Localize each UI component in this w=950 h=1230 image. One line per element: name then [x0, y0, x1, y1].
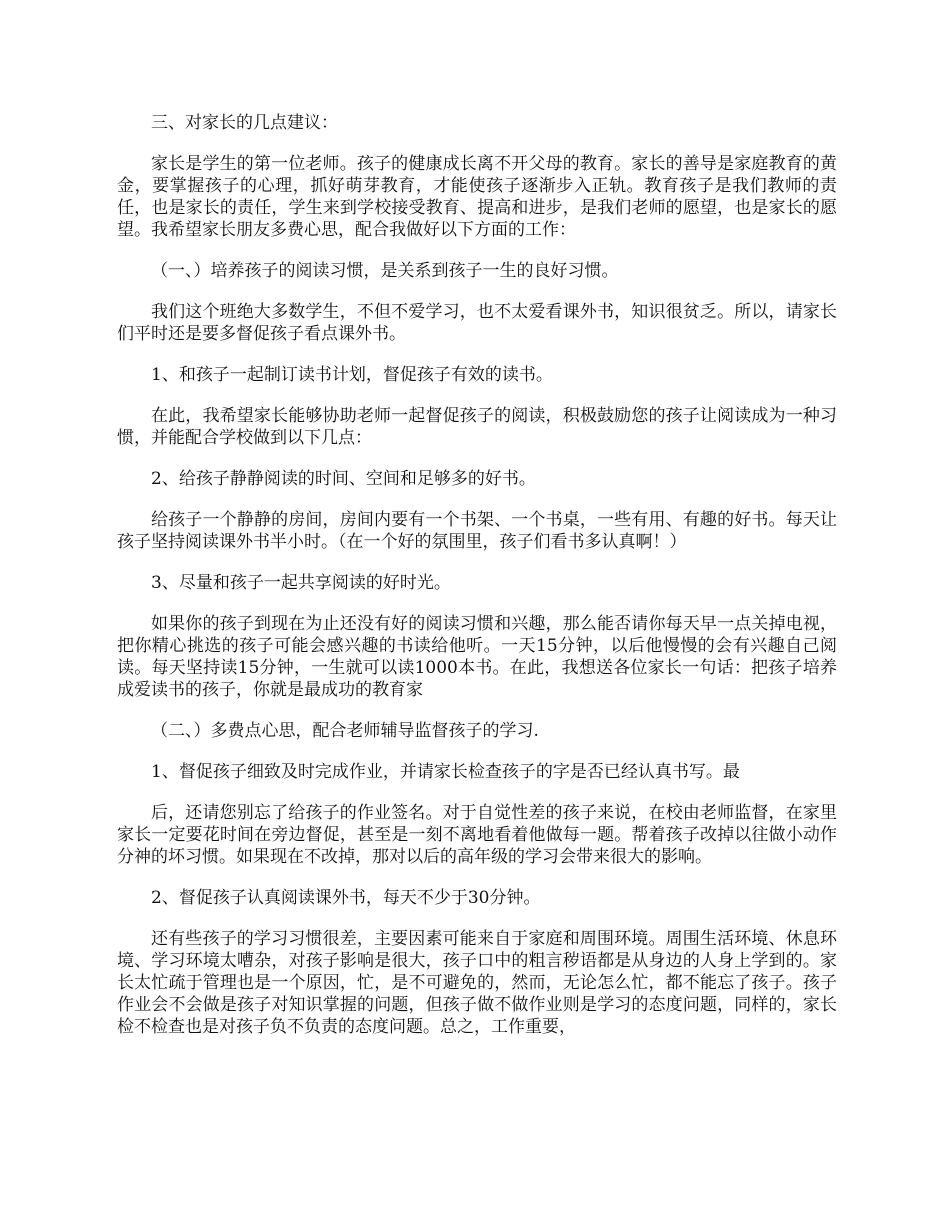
- item-daily-reading: 2、督促孩子认真阅读课外书，每天不少于30分钟。: [151, 888, 541, 908]
- paragraph-homework-signature: 后，还请您别忘了给孩子的作业签名。对于自觉性差的孩子来说，在校由老师监督，在家里家长一定要花时间在旁边督促，甚至是一刻不离地看着他做每一题。帮着孩子改掉以往做小动作分神的坏习惯。如果现在不改掉，那对以后的高年级的学习会带来很大的影响。: [117, 803, 837, 867]
- subheading-reading-habit: （一、）培养孩子的阅读习惯，是关系到孩子一生的良好习惯。: [151, 261, 619, 281]
- item-share-reading: 3、尽量和孩子一起共享阅读的好时光。: [151, 573, 451, 593]
- paragraph-class-reading: 我们这个班绝大多数学生，不但不爱学习，也不太爱看课外书，知识很贫乏。所以，请家长们平时还是要多督促孩子看点课外书。: [117, 302, 837, 344]
- item-homework-check: 1、督促孩子细致及时完成作业，并请家长检查孩子的字是否已经认真书写。最: [151, 762, 740, 782]
- paragraph-assist-teacher: 在此，我希望家长能够协助老师一起督促孩子的阅读，积极鼓励您的孩子让阅读成为一种习惯，并能配合学校做到以下几点：: [117, 406, 837, 448]
- document-page: [117, 112, 837, 1057]
- paragraph-study-habits: 还有些孩子的学习习惯很差，主要因素可能来自于家庭和周围环境。周围生活环境、休息环境、学习环境太嘈杂，对孩子影响是很大，孩子口中的粗言秽语都是从身边的人身上学到的。家长太忙疏于管理也是一个原因，忙，是不可避免的，然而，无论怎么忙，都不能忘了孩子。孩子作业会不会做是孩子对知识掌握的问题，但孩子做不做作业则是学习的态度问题，同样的，家长检不检查也是对孩子负不负责的态度问题。总之，工作重要，: [117, 929, 837, 1037]
- paragraph-parents-first-teacher: 家长是学生的第一位老师。孩子的健康成长离不开父母的教育。家长的善导是家庭教育的黄金，要掌握孩子的心理，抓好萌芽教育，才能使孩子逐渐步入正轨。教育孩子是我们教师的责任，也是家长的责任，学生来到学校接受教育、提高和进步，是我们老师的愿望，也是家长的愿望。我希望家长朋友多费心思，配合我做好以下方面的工作：: [117, 154, 837, 240]
- subheading-supervise-study: （二、）多费点心思，配合老师辅导监督孩子的学习.: [151, 721, 539, 741]
- item-quiet-reading-time: 2、给孩子静静阅读的时间、空间和足够多的好书。: [151, 469, 536, 489]
- paragraph-quiet-room: 给孩子一个静静的房间，房间内要有一个书架、一个书桌，一些有用、有趣的好书。每天让孩子坚持阅读课外书半小时。（在一个好的氛围里，孩子们看书多认真啊！）: [117, 510, 837, 552]
- section-heading-parent-suggestions: 三、对家长的几点建议：: [151, 113, 338, 133]
- item-reading-plan: 1、和孩子一起制订读书计划，督促孩子有效的读书。: [151, 365, 553, 385]
- paragraph-reading-interest: 如果你的孩子到现在为止还没有好的阅读习惯和兴趣，那么能否请你每天早一点关掉电视，把你精心挑选的孩子可能会感兴趣的书读给他听。一天15分钟，以后他慢慢的会有兴趣自己阅读。每天坚持读15分钟，一生就可以读1000本书。在此，我想送各位家长一句话：把孩子培养成爱读书的孩子，你就是最成功的教育家: [117, 614, 837, 700]
